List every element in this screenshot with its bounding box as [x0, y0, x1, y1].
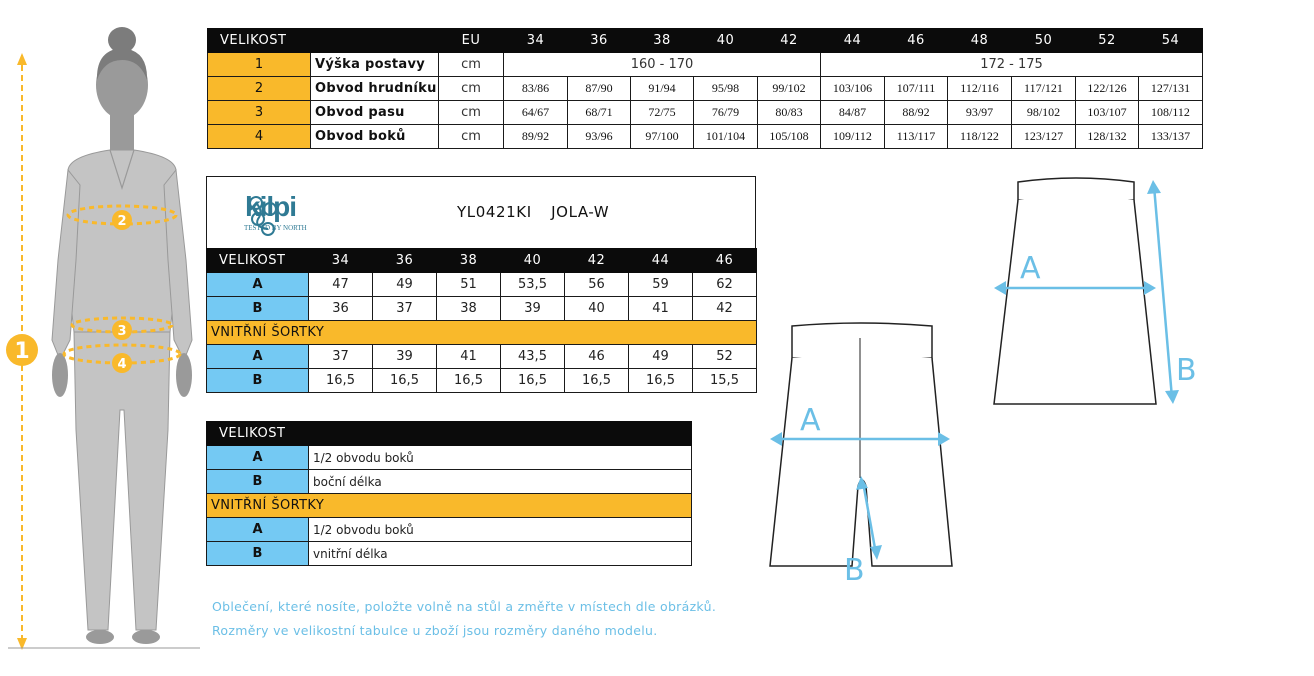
- cell: 37: [309, 345, 373, 369]
- row-unit: cm: [439, 125, 504, 149]
- cell: 101/104: [694, 125, 758, 149]
- row-unit: cm: [439, 101, 504, 125]
- marker-1: [6, 334, 38, 366]
- shorts-label-b: B: [844, 553, 865, 588]
- cell: 128/132: [1076, 125, 1139, 149]
- general-table-header: [208, 29, 1203, 53]
- table-row: [207, 518, 692, 542]
- cell: 46: [565, 345, 629, 369]
- table-row: [207, 273, 757, 297]
- shorts-diagram: [760, 318, 960, 588]
- header-velikost: VELIKOST: [207, 422, 692, 446]
- header-size: 48: [948, 29, 1012, 53]
- row-number: 4: [208, 125, 311, 149]
- cell: 36: [309, 297, 373, 321]
- cell: 133/137: [1139, 125, 1203, 149]
- table-row: [208, 101, 1203, 125]
- cell: 16,5: [309, 369, 373, 393]
- cell: 49: [373, 273, 437, 297]
- product-header-box: [206, 176, 756, 248]
- row-number: 3: [208, 101, 311, 125]
- cell: 105/108: [758, 125, 821, 149]
- cell: 103/107: [1076, 101, 1139, 125]
- brand-name: kilpi: [245, 191, 297, 222]
- cell: 117/121: [1012, 77, 1076, 101]
- header-size: 46: [885, 29, 948, 53]
- header-size: 50: [1012, 29, 1076, 53]
- table-row: [207, 542, 692, 566]
- cell: 107/111: [885, 77, 948, 101]
- header-size: 34: [309, 249, 373, 273]
- product-table-header: [207, 249, 757, 273]
- cell: 38: [437, 297, 501, 321]
- product-size-table: [206, 248, 757, 393]
- table-row: [208, 53, 1203, 77]
- cell: 88/92: [885, 101, 948, 125]
- cell: 118/122: [948, 125, 1012, 149]
- instruction-note: Oblečení, které nosíte, položte volně na stůl a změřte v místech dle obrázků.: [212, 599, 717, 614]
- cell: 47: [309, 273, 373, 297]
- header-size: 42: [565, 249, 629, 273]
- skirt-label-a: A: [1020, 251, 1041, 286]
- cell: 37: [373, 297, 437, 321]
- header-eu: EU: [439, 29, 504, 53]
- row-name: Obvod hrudníku: [311, 77, 439, 101]
- cell: 51: [437, 273, 501, 297]
- table-row: [208, 77, 1203, 101]
- instruction-note: Rozměry ve velikostní tabulce u zboží jsou rozměry daného modelu.: [212, 623, 658, 638]
- marker-2-label: 2: [117, 214, 127, 229]
- cell: 39: [501, 297, 565, 321]
- cell: 15,5: [693, 369, 757, 393]
- header-size: 38: [631, 29, 694, 53]
- header-size: 44: [629, 249, 693, 273]
- cell: 123/127: [1012, 125, 1076, 149]
- row-label: A: [207, 518, 309, 542]
- cell: 97/100: [631, 125, 694, 149]
- row-description: 1/2 obvodu boků: [309, 446, 692, 470]
- row-description: boční délka: [309, 470, 692, 494]
- section-inner-shorts: VNITŘNÍ ŠORTKY: [207, 494, 692, 518]
- marker-4: [112, 353, 132, 373]
- legend-header: [207, 422, 692, 446]
- cell: 59: [629, 273, 693, 297]
- header-size: 36: [373, 249, 437, 273]
- cell: 72/75: [631, 101, 694, 125]
- marker-2: [112, 210, 132, 230]
- cell: 84/87: [821, 101, 885, 125]
- header-size: 40: [694, 29, 758, 53]
- measurement-legend-table: [206, 421, 692, 566]
- header-velikost: VELIKOST: [208, 29, 439, 53]
- header-size: 42: [758, 29, 821, 53]
- cell: 49: [629, 345, 693, 369]
- section-inner-shorts: VNITŘNÍ ŠORTKY: [207, 321, 757, 345]
- marker-3-label: 3: [117, 324, 127, 339]
- marker-3: [112, 320, 132, 340]
- section-row: [207, 494, 692, 518]
- height-range: 172 - 175: [821, 53, 1203, 77]
- cell: 113/117: [885, 125, 948, 149]
- product-name: JOLA-W: [551, 203, 610, 221]
- row-name: Obvod boků: [311, 125, 439, 149]
- brand-tagline: TESTED BY NORTH: [244, 224, 307, 232]
- header-size: 46: [693, 249, 757, 273]
- header-size: 38: [437, 249, 501, 273]
- row-label: B: [207, 369, 309, 393]
- table-row: [207, 369, 757, 393]
- row-name: Obvod pasu: [311, 101, 439, 125]
- cell: 39: [373, 345, 437, 369]
- cell: 43,5: [501, 345, 565, 369]
- header-size: 40: [501, 249, 565, 273]
- row-label: B: [207, 297, 309, 321]
- row-label: A: [207, 345, 309, 369]
- cell: 89/92: [504, 125, 568, 149]
- cell: 16,5: [629, 369, 693, 393]
- cell: 80/83: [758, 101, 821, 125]
- cell: 91/94: [631, 77, 694, 101]
- cell: 122/126: [1076, 77, 1139, 101]
- cell: 53,5: [501, 273, 565, 297]
- skirt-diagram: [986, 172, 1206, 412]
- cell: 76/79: [694, 101, 758, 125]
- cell: 16,5: [501, 369, 565, 393]
- cell: 99/102: [758, 77, 821, 101]
- product-code: YL0421KI: [457, 203, 532, 221]
- cell: 16,5: [373, 369, 437, 393]
- cell: 42: [693, 297, 757, 321]
- cell: 127/131: [1139, 77, 1203, 101]
- height-range: 160 - 170: [504, 53, 821, 77]
- table-row: [207, 297, 757, 321]
- header-velikost: VELIKOST: [207, 249, 309, 273]
- row-label: B: [207, 470, 309, 494]
- cell: 40: [565, 297, 629, 321]
- row-number: 2: [208, 77, 311, 101]
- header-size: 34: [504, 29, 568, 53]
- cell: 109/112: [821, 125, 885, 149]
- cell: 64/67: [504, 101, 568, 125]
- row-name: Výška postavy: [311, 53, 439, 77]
- cell: 52: [693, 345, 757, 369]
- cell: 95/98: [694, 77, 758, 101]
- cell: 62: [693, 273, 757, 297]
- row-label: B: [207, 542, 309, 566]
- table-row: [207, 470, 692, 494]
- row-number: 1: [208, 53, 311, 77]
- product-title: [457, 203, 609, 221]
- section-row: [207, 321, 757, 345]
- table-row: [208, 125, 1203, 149]
- cell: 93/96: [568, 125, 631, 149]
- cell: 16,5: [565, 369, 629, 393]
- general-size-table: [207, 28, 1203, 149]
- cell: 41: [437, 345, 501, 369]
- cell: 68/71: [568, 101, 631, 125]
- table-row: [207, 345, 757, 369]
- cell: 83/86: [504, 77, 568, 101]
- cell: 16,5: [437, 369, 501, 393]
- cell: 93/97: [948, 101, 1012, 125]
- marker-1-label: 1: [14, 339, 30, 364]
- cell: 112/116: [948, 77, 1012, 101]
- header-size: 54: [1139, 29, 1203, 53]
- row-description: vnitřní délka: [309, 542, 692, 566]
- header-size: 52: [1076, 29, 1139, 53]
- cell: 56: [565, 273, 629, 297]
- cell: 108/112: [1139, 101, 1203, 125]
- header-size: 44: [821, 29, 885, 53]
- body-figure: [0, 10, 200, 670]
- cell: 87/90: [568, 77, 631, 101]
- row-label: A: [207, 446, 309, 470]
- cell: 41: [629, 297, 693, 321]
- cell: 103/106: [821, 77, 885, 101]
- header-size: 36: [568, 29, 631, 53]
- row-description: 1/2 obvodu boků: [309, 518, 692, 542]
- skirt-label-b: B: [1176, 353, 1197, 388]
- row-unit: cm: [439, 53, 504, 77]
- table-row: [207, 446, 692, 470]
- row-label: A: [207, 273, 309, 297]
- row-unit: cm: [439, 77, 504, 101]
- cell: 98/102: [1012, 101, 1076, 125]
- shorts-label-a: A: [800, 403, 821, 438]
- marker-4-label: 4: [117, 357, 127, 372]
